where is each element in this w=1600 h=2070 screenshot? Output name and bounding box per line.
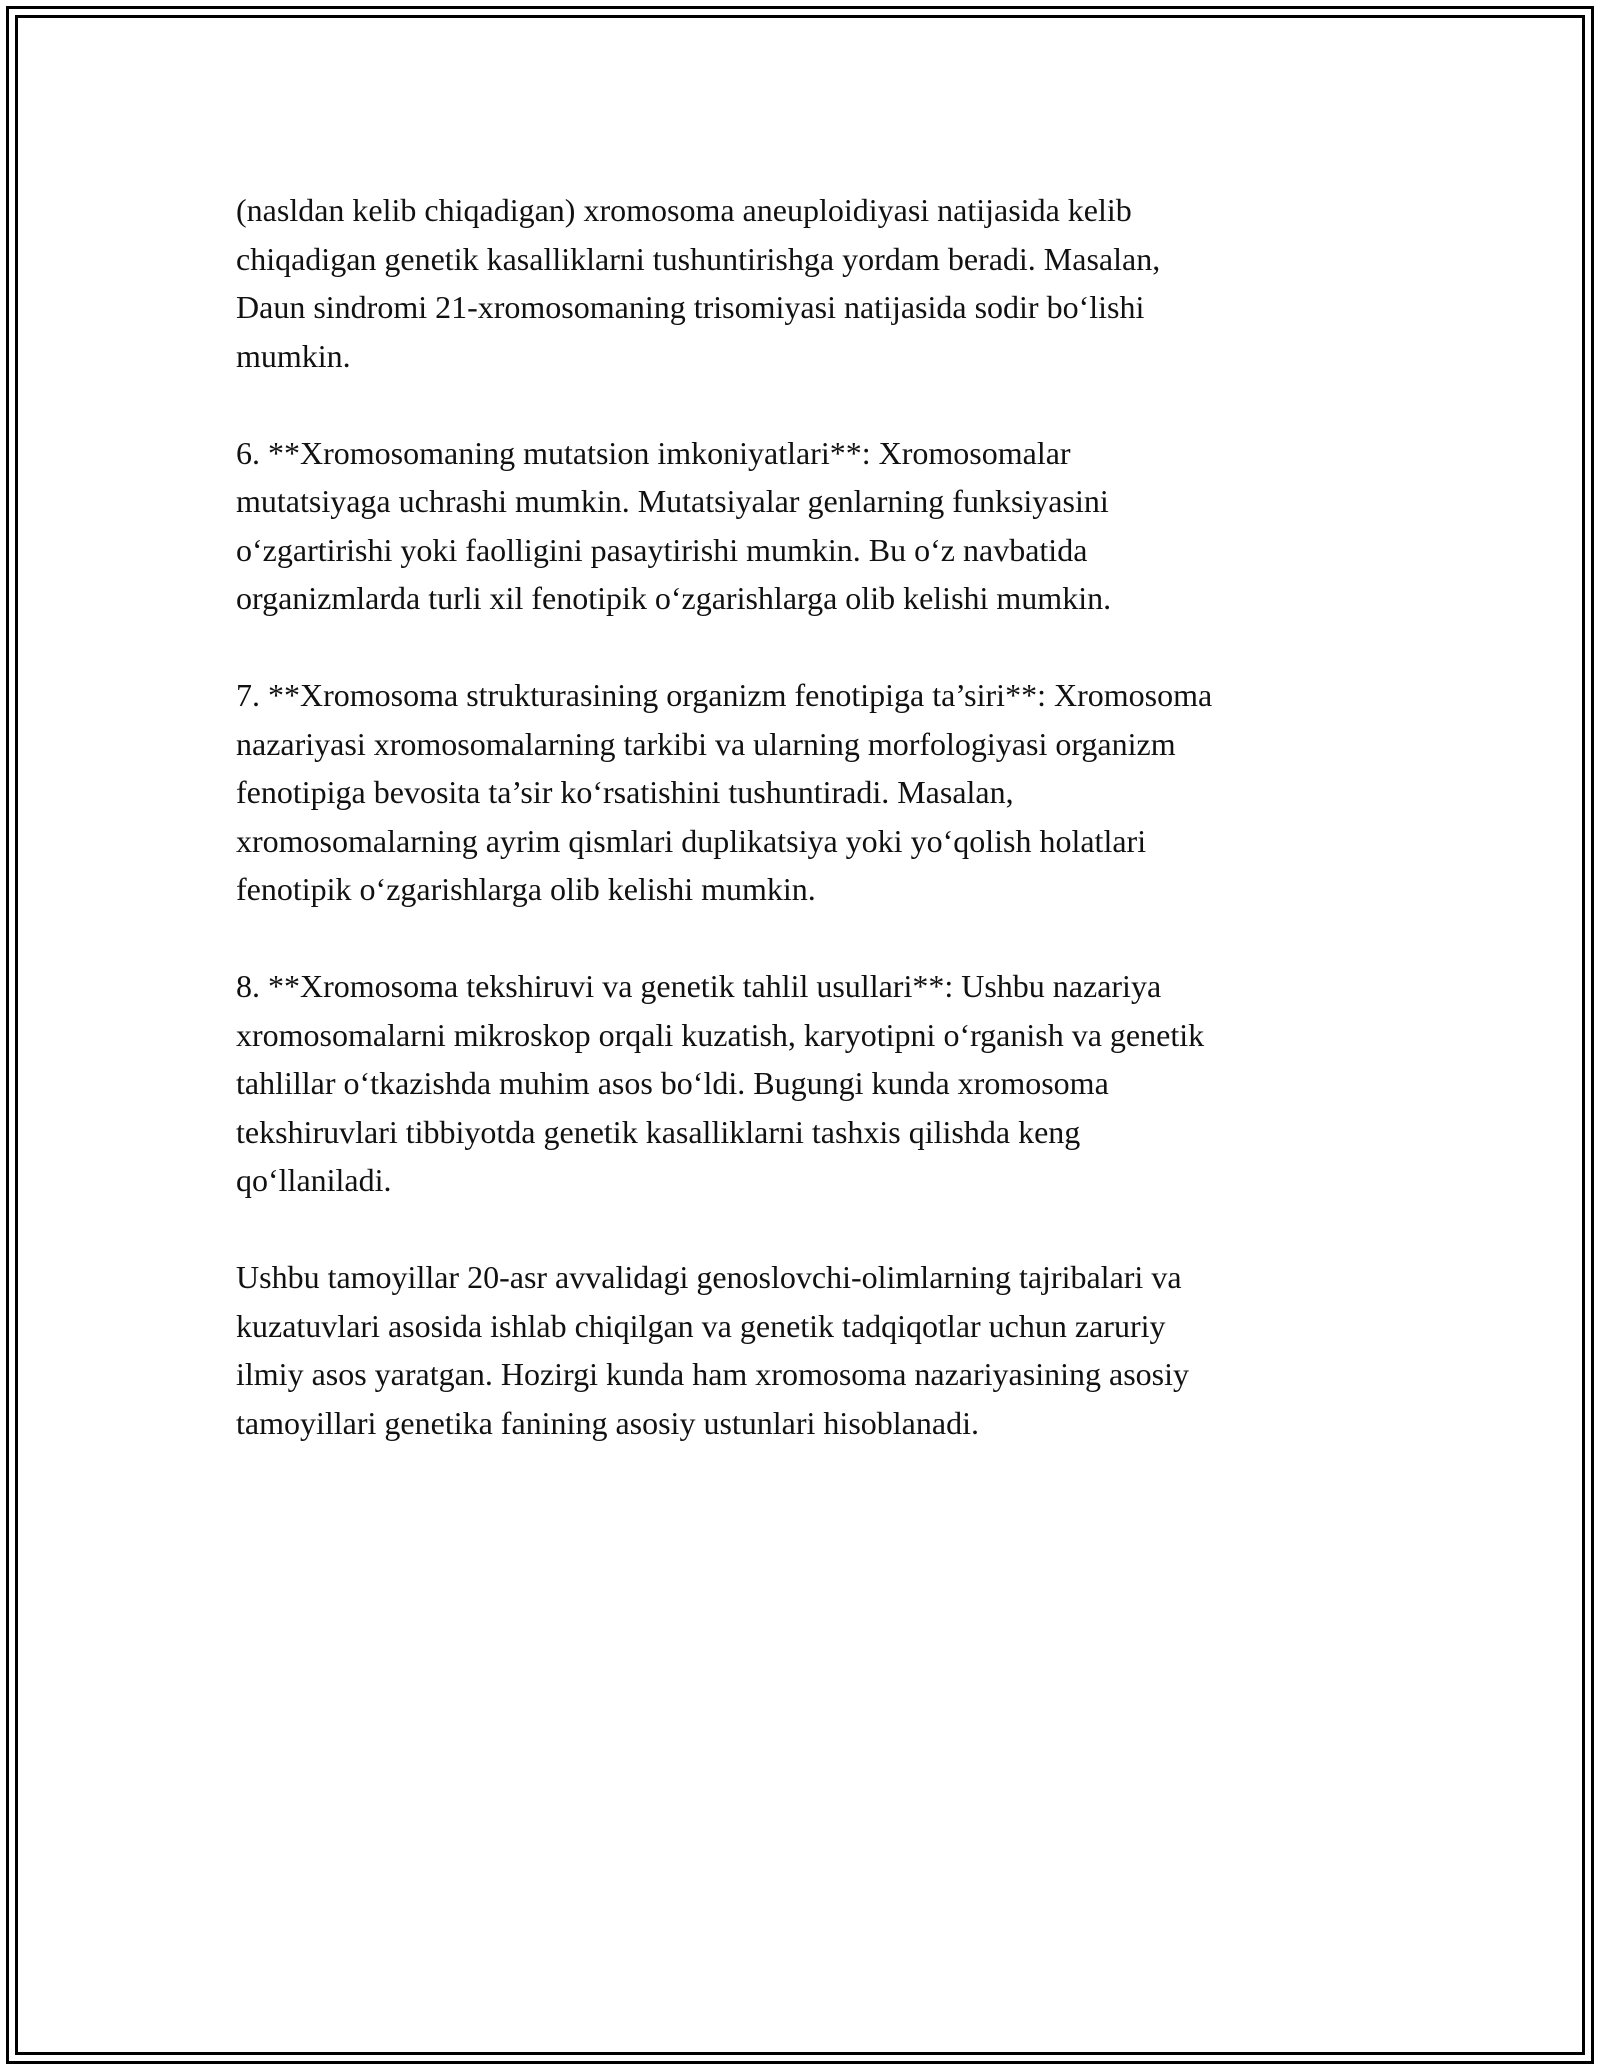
paragraph-item-6-mutation: 6. **Xromosomaning mutatsion imkoniyatlari**: Xromosomalar mutatsiyaga uchrashi mumkin. Mutatsiyalar genlarning funksiyasini o‘zgartirishi yoki faolligini pasaytirishi mumkin. Bu o‘z navbatida organizmlarda turli xil fenotipik o‘zgarishlarga olib kelishi mumkin. [236, 434, 1112, 616]
paragraph-item-8-methods: 8. **Xromosoma tekshiruvi va genetik tahlil usullari**: Ushbu nazariya xromosomalarni mikroskop orqali kuzatish, karyotipni o‘rganish va genetik tahlillar o‘tkazishda muhim asos bo‘ldi. Bugungi kunda xromosoma tekshiruvlari tibbiyotda genetik kasalliklarni tashxis qilishda keng qo‘llaniladi. [236, 968, 1205, 1198]
paragraph-aneuploidy-continuation: (nasldan kelib chiqadigan) xromosoma aneuploidiyasi natijasida kelib chiqadigan genetik kasalliklarni tushuntirishga yordam beradi. Masalan, Daun sindromi 21-xromosomaning trisomiyasi natijasida sodir bo‘lishi mumkin. [236, 192, 1161, 374]
paragraph-conclusion: Ushbu tamoyillar 20-asr avvalidagi genoslovchi-olimlarning tajribalari va kuzatuvlari asosida ishlab chiqilgan va genetik tadqiqotlar uchun zaruriy ilmiy asos yaratgan. Hozirgi kunda ham xromosoma nazariyasining asosiy tamoyillari genetika fanining asosiy ustunlari hisoblanadi. [236, 1259, 1189, 1441]
paragraph-item-7-structure: 7. **Xromosoma strukturasining organizm fenotipiga ta’siri**: Xromosoma nazariyasi xromosomalarning tarkibi va ularning morfologiyasi organizm fenotipiga bevosita ta’sir ko‘rsatishini tushuntiradi. Masalan, xromosomalarning ayrim qismlari duplikatsiya yoki yo‘qolish holatlari fenotipik o‘zgarishlarga olib kelishi mumkin. [236, 677, 1213, 907]
document-body [236, 186, 1376, 1496]
